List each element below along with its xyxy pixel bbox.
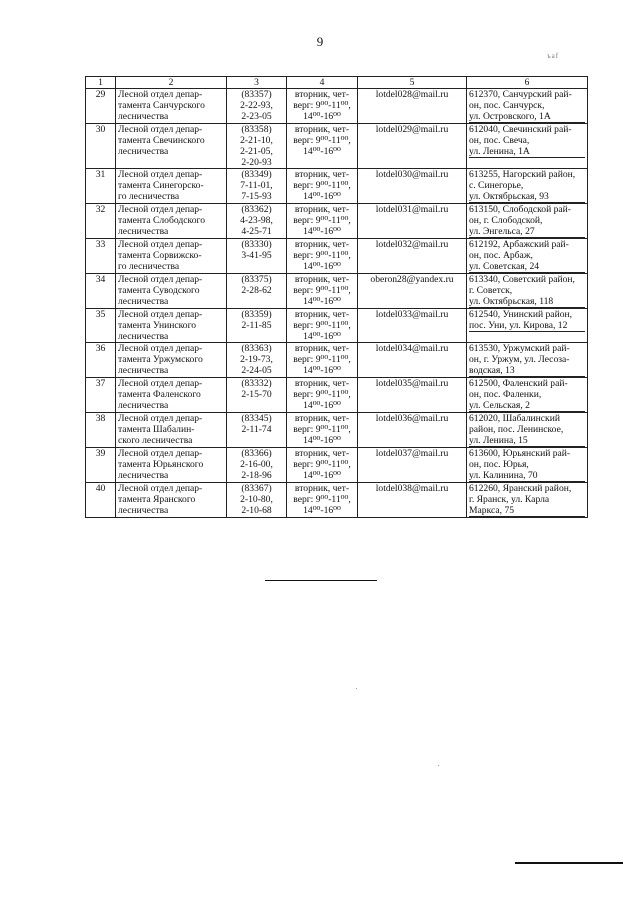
department-cell [116,483,227,518]
department-cell-line: Лесной отдел депар- [118,239,203,250]
department-cell-line: лесничества [118,505,169,516]
column-header-2: 2 [116,77,227,89]
address-cell-line: ул. Ленина, 15 [469,435,585,447]
phone-cell [227,309,287,343]
department-cell-line: лесничества [118,146,169,157]
phone-cell-line: (83330) [241,239,272,250]
phone-cell [227,204,287,239]
phone-cell-line: (83349) [241,169,272,180]
hours-cell-line: 14⁰⁰-16⁰⁰ [303,226,341,237]
hours-cell-line: 14⁰⁰-16⁰⁰ [303,111,341,122]
hours-cell-line: вторник, чет- [294,309,350,320]
address-cell-line: 613150, Слободской рай- [469,204,571,215]
address-cell [467,378,588,413]
row-number-cell: 40 [86,483,116,518]
phone-cell [227,274,287,309]
hours-cell-line: верг: 9⁰⁰-11⁰⁰, [293,320,351,331]
department-cell [116,89,227,124]
table-row [86,378,588,413]
department-cell-line: тамента Уржумского [118,354,203,365]
address-cell-line: 612020, Шабалинский [469,413,560,424]
department-cell-line: Лесной отдел депар- [118,378,203,389]
hours-cell [287,413,358,448]
department-cell-line: Лесной отдел депар- [118,124,203,135]
hours-cell-line: 14⁰⁰-16⁰⁰ [303,400,341,411]
address-cell [467,204,588,239]
column-header-6: 6 [467,77,588,89]
phone-cell-line: 2-16-00, [240,459,273,470]
address-cell-line: ул. Сельская, 2 [469,400,585,412]
phone-cell-line: 2-19-73, [240,354,273,365]
address-cell-line: г. Яранск, ул. Карла [469,494,550,505]
department-cell-line: Лесной отдел депар- [118,448,203,459]
phone-cell-line: (83332) [241,378,272,389]
phone-cell-line: 2-10-68 [241,505,272,516]
email-cell: lotdel032@mail.ru [358,239,467,274]
hours-cell-line: верг: 9⁰⁰-11⁰⁰, [293,135,351,146]
department-cell-line: Лесной отдел депар- [118,274,203,285]
phone-cell-line: (83367) [241,483,272,494]
address-cell-line: он, пос. Свеча, [469,135,530,146]
department-cell-line: тамента Слободского [118,215,205,226]
phone-cell-line: 2-21-10, [240,135,273,146]
hours-cell [287,239,358,274]
row-number-cell: 38 [86,413,116,448]
department-cell-line: го лесничества [118,191,180,202]
email-cell: lotdel035@mail.ru [358,378,467,413]
column-header-1: 1 [86,77,116,89]
address-cell [467,309,588,343]
table-row [86,204,588,239]
address-cell-line: 613600, Юрьянский рай- [469,448,571,459]
department-cell-line: го лесничества [118,261,180,272]
department-cell-line: тамента Яранского [118,494,196,505]
hours-cell-line: 14⁰⁰-16⁰⁰ [303,505,341,516]
address-cell-line: он, пос. Арбаж, [469,250,533,261]
hours-cell-line: верг: 9⁰⁰-11⁰⁰, [293,250,351,261]
table-row [86,169,588,204]
hours-cell-line: 14⁰⁰-16⁰⁰ [303,331,341,342]
email-cell: lotdel029@mail.ru [358,124,467,169]
hours-cell-line: вторник, чет- [294,448,350,459]
phone-cell-line: (83362) [241,204,272,215]
address-cell-line: 613340, Советский район, [469,274,575,285]
address-cell [467,413,588,448]
table-row [86,343,588,378]
phone-cell-line: (83345) [241,413,272,424]
hours-cell-line: вторник, чет- [294,204,350,215]
phone-cell-line: 2-15-70 [241,389,272,400]
corner-mark: ъаf [547,52,560,60]
department-cell-line: ского лесничества [118,435,193,446]
phone-cell [227,343,287,378]
table-row [86,274,588,309]
phone-cell-line: (83366) [241,448,272,459]
department-cell-line: тамента Унинского [118,320,197,331]
phone-cell-line: 2-20-93 [241,157,272,168]
hours-cell-line: верг: 9⁰⁰-11⁰⁰, [293,180,351,191]
department-cell-line: лесничества [118,365,169,376]
hours-cell-line: 14⁰⁰-16⁰⁰ [303,365,341,376]
phone-cell-line: 7-11-01, [240,180,273,191]
address-cell-line: 612500, Фаленский рай- [469,378,568,389]
phone-cell [227,169,287,204]
department-cell-line: тамента Шабалин- [118,424,195,435]
email-cell: lotdel031@mail.ru [358,204,467,239]
phone-cell [227,378,287,413]
phone-cell-line: 4-23-98, [240,215,273,226]
address-cell-line: г. Советск, [469,285,513,296]
address-cell-line: ул. Советская, 24 [469,261,585,273]
phone-cell-line: 2-18-96 [241,470,272,481]
hours-cell-line: вторник, чет- [294,378,350,389]
table-row [86,448,588,483]
hours-cell [287,89,358,124]
table-row [86,309,588,343]
address-cell [467,448,588,483]
address-cell [467,483,588,518]
email-cell: lotdel038@mail.ru [358,483,467,518]
phone-cell-line: 2-21-05, [240,146,273,157]
phone-cell-line: 2-11-85 [241,320,272,331]
department-cell [116,239,227,274]
page-number: 9 [316,34,324,49]
column-header-3: 3 [227,77,287,89]
hours-cell [287,309,358,343]
department-cell-line: тамента Фаленского [118,389,201,400]
email-cell: lotdel028@mail.ru [358,89,467,124]
row-number-cell: 35 [86,309,116,343]
hours-cell-line: вторник, чет- [294,124,350,135]
address-cell [467,274,588,309]
address-cell-line: район, пос. Ленинское, [469,424,564,435]
hours-cell [287,448,358,483]
address-cell-line: он, пос. Санчурск, [469,100,545,111]
email-cell: lotdel036@mail.ru [358,413,467,448]
row-number-cell: 37 [86,378,116,413]
hours-cell-line: верг: 9⁰⁰-11⁰⁰, [293,354,351,365]
hours-cell-line: 14⁰⁰-16⁰⁰ [303,296,341,307]
column-header-5: 5 [358,77,467,89]
scan-speck [438,765,439,766]
email-cell: lotdel034@mail.ru [358,343,467,378]
phone-cell [227,89,287,124]
address-cell-line: он, г. Слободской, [469,215,543,226]
address-cell-line: ул. Октябрьская, 118 [469,296,585,308]
department-cell-line: Лесной отдел депар- [118,169,203,180]
address-cell-line: водская, 13 [469,365,585,377]
hours-cell-line: 14⁰⁰-16⁰⁰ [303,435,341,446]
hours-cell-line: 14⁰⁰-16⁰⁰ [303,191,341,202]
address-cell-line: пос. Уни, ул. Кирова, 12 [469,320,585,332]
address-cell-line: Маркса, 75 [469,505,585,517]
address-cell-line: 612040, Свечинский рай- [469,124,572,135]
hours-cell-line: вторник, чет- [294,413,350,424]
row-number-cell: 29 [86,89,116,124]
address-cell [467,169,588,204]
phone-cell-line: (83358) [241,124,272,135]
address-cell [467,89,588,124]
row-number-cell: 31 [86,169,116,204]
address-cell-line: 612192, Арбажский рай- [469,239,569,250]
phone-cell [227,448,287,483]
row-number-cell: 34 [86,274,116,309]
department-cell [116,448,227,483]
department-cell-line: лесничества [118,331,169,342]
department-cell-line: лесничества [118,296,169,307]
address-cell-line: 612260, Яранский район, [469,483,572,494]
hours-cell [287,124,358,169]
department-cell-line: тамента Санчурского [118,100,205,111]
department-cell [116,378,227,413]
hours-cell-line: верг: 9⁰⁰-11⁰⁰, [293,215,351,226]
address-cell-line: 613530, Уржумский рай- [469,343,570,354]
department-cell-line: лесничества [118,400,169,411]
phone-cell-line: 2-10-80, [240,494,273,505]
email-cell: lotdel030@mail.ru [358,169,467,204]
department-cell-line: Лесной отдел депар- [118,309,203,320]
phone-cell-line: 2-22-93, [240,100,273,111]
hours-cell-line: вторник, чет- [294,239,350,250]
hours-cell [287,378,358,413]
department-cell-line: Лесной отдел депар- [118,343,203,354]
forestry-departments-table [85,76,588,518]
email-cell: oberon28@yandex.ru [358,274,467,309]
hours-cell [287,343,358,378]
phone-cell-line: 2-11-74 [241,424,272,435]
address-cell-line: он, г. Уржум, ул. Лесоза- [469,354,570,365]
phone-cell [227,124,287,169]
phone-cell-line: (83375) [241,274,272,285]
hours-cell [287,274,358,309]
department-cell [116,124,227,169]
row-number-cell: 36 [86,343,116,378]
hours-cell [287,483,358,518]
department-cell-line: тамента Юрьянского [118,459,204,470]
row-number-cell: 39 [86,448,116,483]
table-row [86,483,588,518]
hours-cell-line: 14⁰⁰-16⁰⁰ [303,261,341,272]
department-cell [116,204,227,239]
hours-cell-line: верг: 9⁰⁰-11⁰⁰, [293,459,351,470]
department-cell-line: тамента Сорвижско- [118,250,202,261]
email-cell: lotdel037@mail.ru [358,448,467,483]
hours-cell-line: вторник, чет- [294,274,350,285]
address-cell-line: 613255, Нагорский район, [469,169,576,180]
department-cell [116,309,227,343]
department-cell-line: Лесной отдел депар- [118,413,203,424]
table-header-row [86,77,588,89]
address-cell-line: 612540, Унинский район, [469,309,573,320]
phone-cell [227,483,287,518]
hours-cell-line: верг: 9⁰⁰-11⁰⁰, [293,494,351,505]
department-cell-line: Лесной отдел депар- [118,483,203,494]
phone-cell-line: 3-41-95 [241,250,272,261]
phone-cell-line: 2-24-05 [241,365,272,376]
phone-cell-line: 2-28-62 [241,285,272,296]
table-row [86,239,588,274]
phone-cell [227,239,287,274]
address-cell-line: с. Синегорье, [469,180,524,191]
phone-cell-line: (83357) [241,89,272,100]
hours-cell-line: вторник, чет- [294,169,350,180]
hours-cell-line: 14⁰⁰-16⁰⁰ [303,146,341,157]
hours-cell [287,204,358,239]
phone-cell [227,413,287,448]
department-cell-line: лесничества [118,226,169,237]
department-cell-line: тамента Синегорско- [118,180,204,191]
hours-cell-line: верг: 9⁰⁰-11⁰⁰, [293,389,351,400]
address-cell-line: он, пос. Фаленки, [469,389,542,400]
address-cell [467,343,588,378]
phone-cell-line: 4-25-71 [241,226,272,237]
department-cell-line: лесничества [118,111,169,122]
address-cell-line: ул. Островского, 1А [469,111,585,123]
department-cell-line: лесничества [118,470,169,481]
hours-cell-line: верг: 9⁰⁰-11⁰⁰, [293,424,351,435]
address-cell-line: 612370, Санчурский рай- [469,89,572,100]
phone-cell-line: (83359) [241,309,272,320]
department-cell-line: Лесной отдел депар- [118,204,203,215]
phone-cell-line: 7-15-93 [241,191,272,202]
bottom-margin-rule [515,862,623,864]
hours-cell-line: верг: 9⁰⁰-11⁰⁰, [293,285,351,296]
hours-cell-line: 14⁰⁰-16⁰⁰ [303,470,341,481]
department-cell-line: тамента Суводского [118,285,200,296]
department-cell [116,169,227,204]
department-cell [116,274,227,309]
department-cell-line: тамента Свечинского [118,135,205,146]
row-number-cell: 33 [86,239,116,274]
end-of-list-rule [265,580,377,581]
department-cell [116,413,227,448]
address-cell [467,124,588,169]
email-cell: lotdel033@mail.ru [358,309,467,343]
row-number-cell: 32 [86,204,116,239]
hours-cell-line: верг: 9⁰⁰-11⁰⁰, [293,100,351,111]
table-row [86,124,588,169]
address-cell-line: ул. Калинина, 70 [469,470,585,482]
column-header-4: 4 [287,77,358,89]
hours-cell-line: вторник, чет- [294,483,350,494]
hours-cell-line: вторник, чет- [294,89,350,100]
address-cell-line: ул. Энгельса, 27 [469,226,585,238]
address-cell-line: он, пос. Юрья, [469,459,529,470]
department-cell-line: Лесной отдел депар- [118,89,203,100]
address-cell [467,239,588,274]
address-cell-line: ул. Ленина, 1А [469,146,585,158]
department-cell [116,343,227,378]
table-row [86,89,588,124]
scan-speck [356,688,357,689]
table-row [86,413,588,448]
row-number-cell: 30 [86,124,116,169]
hours-cell-line: вторник, чет- [294,343,350,354]
phone-cell-line: 2-23-05 [241,111,272,122]
phone-cell-line: (83363) [241,343,272,354]
hours-cell [287,169,358,204]
address-cell-line: ул. Октябрьская, 93 [469,191,585,203]
